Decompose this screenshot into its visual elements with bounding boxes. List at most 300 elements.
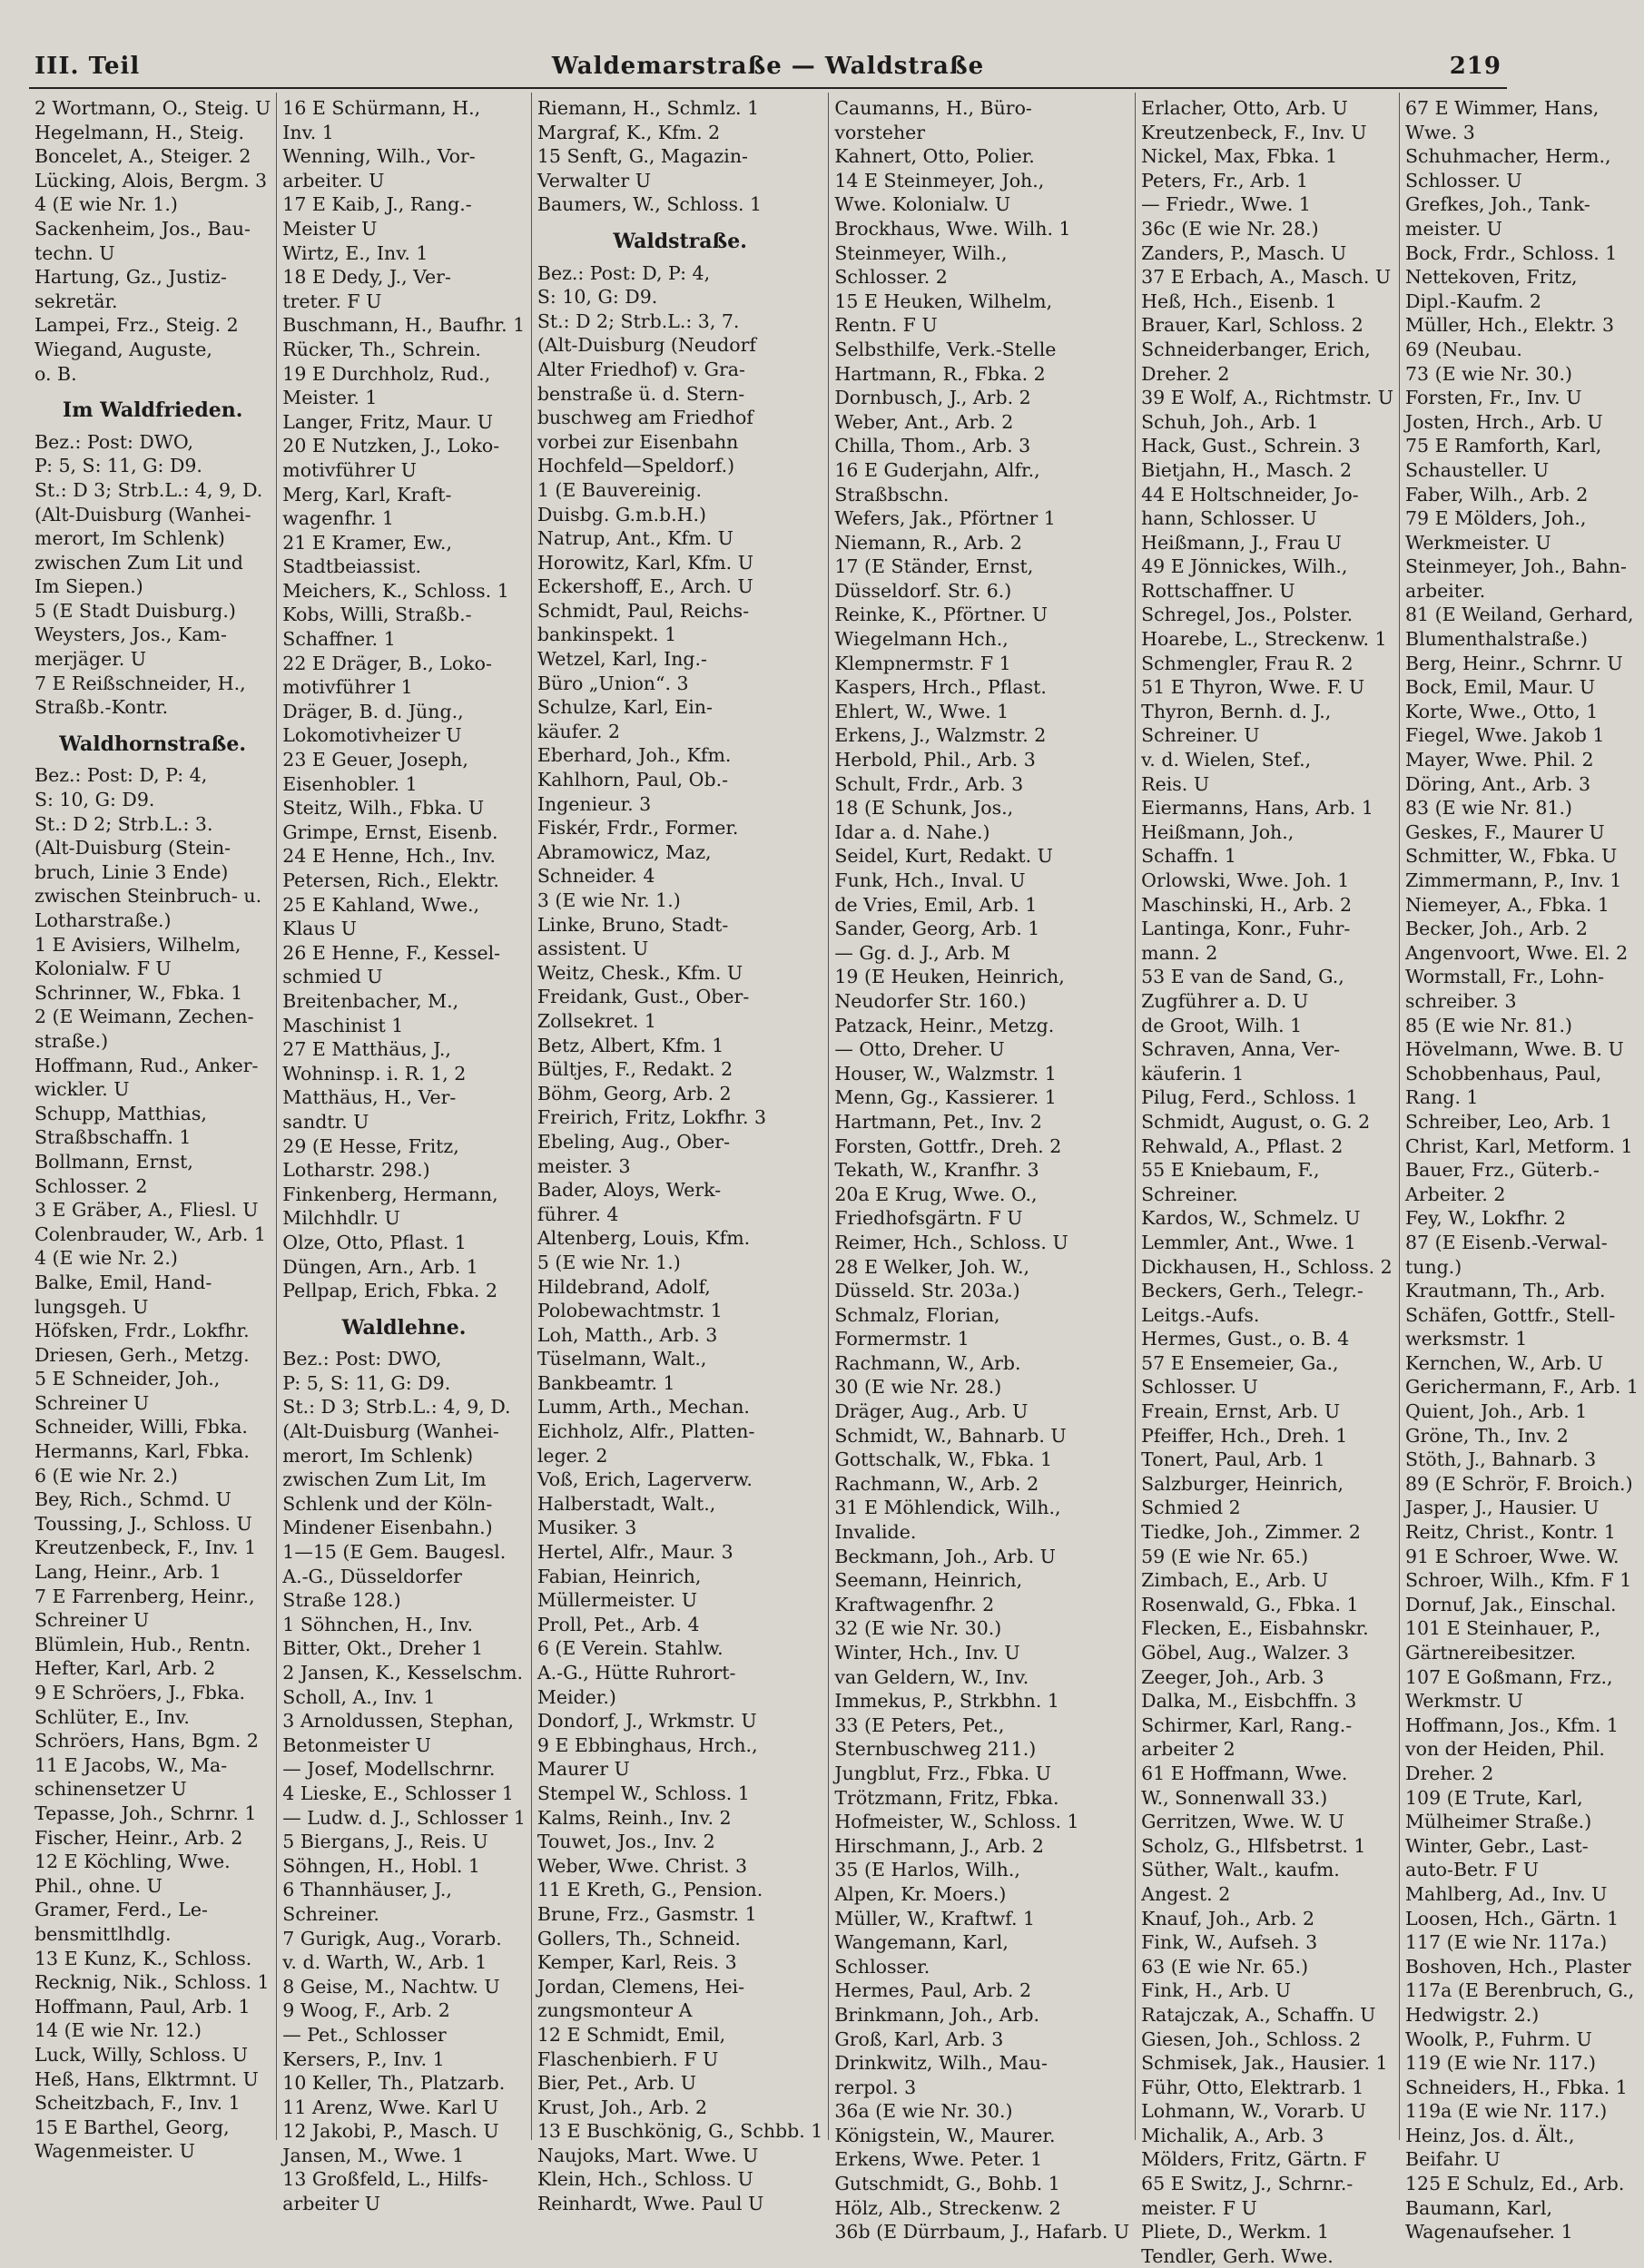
- directory-entry: Bollmann, Ernst,: [34, 1150, 193, 1173]
- directory-entry: Lumm, Arth., Mechan.: [537, 1396, 750, 1419]
- directory-entry: Lokomotivheizer U: [282, 724, 462, 747]
- directory-entry: Heß, Hch., Eisenb. 1: [1141, 290, 1337, 312]
- directory-entry: 12 Jakobi, P., Masch. U: [282, 2120, 499, 2143]
- directory-entry: Menn, Gg., Kassierer. 1: [834, 1086, 1057, 1109]
- directory-entry: Büro „Union“. 3: [537, 672, 689, 694]
- directory-entry: S: 10, G: D9.: [34, 789, 155, 811]
- directory-entry: Schuh, Joh., Arb. 1: [1141, 410, 1319, 433]
- directory-entry: Rücker, Th., Schrein.: [282, 338, 481, 360]
- directory-entry: 57 E Ensemeier, Ga.,: [1141, 1351, 1339, 1374]
- column-6: [1399, 93, 1644, 2243]
- directory-entry: 12 E Schmidt, Emil,: [537, 2023, 726, 2046]
- directory-entry: Korte, Wwe., Otto, 1: [1405, 700, 1599, 722]
- directory-entry: 14 E Steinmeyer, Joh.,: [834, 169, 1045, 191]
- directory-entry: Rentn. F U: [834, 314, 938, 337]
- directory-entry: St.: D 3; Strb.L.: 4, 9, D.: [34, 478, 263, 501]
- directory-entry: Tendler, Gerh. Wwe.: [1141, 2244, 1334, 2267]
- directory-entry: Weber, Wwe. Christ. 3: [537, 1854, 748, 1877]
- directory-entry: Hoffmann, Paul, Arb. 1: [34, 1995, 251, 2018]
- directory-entry: Schmengler, Frau R. 2: [1141, 652, 1354, 674]
- section-heading: Waldlehne.: [341, 1315, 467, 1340]
- directory-entry: Heißmann, Joh.,: [1141, 820, 1295, 843]
- directory-entry: Fey, W., Lokfhr. 2: [1405, 1207, 1566, 1230]
- directory-entry: Klempnermstr. F 1: [834, 652, 1011, 674]
- directory-entry: Wiegand, Auguste,: [34, 338, 212, 360]
- directory-entry: P: 5, S: 11, G: D9.: [34, 455, 202, 477]
- directory-entry: 1—15 (E Gem. Baugesl.: [282, 1541, 507, 1564]
- directory-entry: — Josef, Modellschrnr.: [282, 1758, 496, 1781]
- directory-entry: 119 (E wie Nr. 117.): [1405, 2052, 1597, 2075]
- directory-entry: Dipl.-Kaufm. 2: [1405, 290, 1541, 312]
- street-range-title: Waldemarstraße — Waldstraße: [551, 53, 985, 80]
- directory-entry: Idar a. d. Nahe.): [834, 820, 990, 843]
- directory-entry: Schmisek, Jak., Hausier. 1: [1141, 2052, 1388, 2075]
- directory-entry: 11 E Kreth, G., Pension.: [537, 1879, 763, 1901]
- directory-entry: 23 E Geuer, Joseph,: [282, 749, 468, 771]
- directory-entry: Boshoven, Hch., Plaster: [1405, 1955, 1631, 1978]
- directory-entry: 39 E Wolf, A., Richtmstr. U: [1141, 387, 1394, 409]
- directory-entry: Straßbschn.: [834, 483, 950, 506]
- directory-entry: Pilug, Ferd., Schloss. 1: [1141, 1086, 1358, 1109]
- directory-entry: Groß, Karl, Arb. 3: [834, 2027, 1004, 2050]
- directory-entry: Bey, Rich., Schmd. U: [34, 1488, 231, 1511]
- entry-columns: [29, 93, 1639, 2267]
- directory-entry: Seemann, Heinrich,: [834, 1569, 1023, 1592]
- directory-entry: Schaffn. 1: [1141, 845, 1236, 868]
- directory-entry: 36a (E wie Nr. 30.): [834, 2100, 1013, 2123]
- directory-entry: von der Heiden, Phil.: [1405, 1738, 1605, 1761]
- section-heading: Waldstraße.: [613, 229, 747, 253]
- directory-entry: Gerichermann, F., Arb. 1: [1405, 1376, 1639, 1399]
- directory-entry: Lücking, Alois, Bergm. 3: [34, 169, 268, 191]
- directory-entry: Steinmeyer, Joh., Bahn-: [1405, 555, 1627, 578]
- directory-entry: Kersers, P., Inv. 1: [282, 2047, 445, 2070]
- directory-entry: Driesen, Gerh., Metzg.: [34, 1343, 250, 1366]
- directory-entry: Heß, Hans, Elktrmnt. U: [34, 2067, 259, 2090]
- directory-entry: Führ, Otto, Elektrarb. 1: [1141, 2076, 1364, 2098]
- directory-entry: Kernchen, W., Arb. U: [1405, 1351, 1604, 1374]
- directory-entry: 117a (E Berenbruch, G.,: [1405, 1979, 1635, 2002]
- directory-entry: Alpen, Kr. Moers.): [834, 1882, 1007, 1905]
- directory-entry: Jordan, Clemens, Hei-: [537, 1975, 745, 1998]
- directory-entry: leger. 2: [537, 1444, 608, 1467]
- directory-entry: Kaspers, Hrch., Pflast.: [834, 676, 1047, 699]
- directory-entry: Dreher. 2: [1405, 1762, 1494, 1784]
- directory-entry: Bez.: Post: DWO,: [282, 1348, 442, 1370]
- directory-entry: Heißmann, J., Frau U: [1141, 531, 1342, 554]
- directory-entry: Heinz, Jos. d. Ält.,: [1405, 2124, 1575, 2146]
- directory-entry: 4 Lieske, E., Schlosser 1: [282, 1782, 514, 1804]
- directory-entry: Wwe. Kolonialw. U: [834, 193, 1011, 216]
- directory-entry: 51 E Thyron, Wwe. F. U: [1141, 676, 1365, 699]
- directory-entry: Petersen, Rich., Elektr.: [282, 869, 499, 891]
- directory-entry: Bock, Frdr., Schloss. 1: [1405, 241, 1618, 264]
- directory-entry: Zugführer a. D. U: [1141, 989, 1309, 1012]
- directory-entry: Reinhardt, Wwe. Paul U: [537, 2193, 764, 2215]
- directory-entry: Hofmeister, W., Schloss. 1: [834, 1811, 1079, 1833]
- directory-entry: tung.): [1405, 1255, 1462, 1278]
- directory-entry: 75 E Ramforth, Karl,: [1405, 435, 1602, 457]
- directory-entry: Schneider, Willi, Fbka.: [34, 1416, 248, 1438]
- directory-entry: (Alt-Duisburg (Neudorf: [537, 334, 757, 357]
- directory-entry: 13 E Buschkönig, G., Schbb. 1: [537, 2120, 823, 2143]
- directory-entry: 31 E Möhlendick, Wilh.,: [834, 1497, 1061, 1519]
- directory-entry: o. B.: [34, 362, 77, 385]
- directory-entry: Schobbenhaus, Paul,: [1405, 1062, 1602, 1085]
- directory-entry: Bez.: Post: D, P: 4,: [537, 261, 711, 284]
- directory-entry: Beckers, Gerh., Telegr.-: [1141, 1280, 1363, 1302]
- directory-entry: Schlosser. U: [1405, 169, 1522, 191]
- directory-entry: Buschmann, H., Baufhr. 1: [282, 314, 526, 337]
- directory-entry: 87 (E Eisenb.-Verwal-: [1405, 1231, 1608, 1253]
- directory-entry: — Gg. d. J., Arb. M: [834, 941, 1010, 964]
- directory-entry: Weber, Ant., Arb. 2: [834, 410, 1014, 433]
- directory-entry: Mindener Eisenbahn.): [282, 1517, 493, 1539]
- directory-entry: Milchhdlr. U: [282, 1207, 400, 1230]
- directory-entry: 83 (E wie Nr. 81.): [1405, 797, 1572, 820]
- directory-entry: Luck, Willy, Schloss. U: [34, 2043, 248, 2066]
- directory-entry: — Ludw. d. J., Schlosser 1: [282, 1806, 526, 1829]
- directory-entry: Friedhofsgärtn. F U: [834, 1207, 1023, 1230]
- directory-entry: Zollsekret. 1: [537, 1009, 656, 1032]
- directory-entry: Schmidt, W., Bahnarb. U: [834, 1424, 1067, 1447]
- directory-entry: Invalide.: [834, 1521, 917, 1544]
- directory-entry: lungsgeh. U: [34, 1295, 149, 1318]
- directory-entry: Riemann, H., Schmlz. 1: [537, 97, 760, 119]
- directory-entry: schmied U: [282, 966, 383, 988]
- directory-entry: sekretär.: [34, 290, 118, 312]
- directory-entry: 16 E Schürmann, H.,: [282, 97, 481, 119]
- directory-entry: Reimer, Hch., Schloss. U: [834, 1231, 1068, 1253]
- directory-entry: 1 E Avisiers, Wilhelm,: [34, 933, 241, 956]
- directory-entry: v. d. Warth, W., Arb. 1: [282, 1951, 487, 1974]
- directory-entry: merort, Im Schlenk): [34, 527, 225, 550]
- directory-entry: Winter, Gebr., Last-: [1405, 1834, 1589, 1857]
- directory-entry: Rosenwald, G., Fbka. 1: [1141, 1593, 1359, 1615]
- directory-entry: 13 Großfeld, L., Hilfs-: [282, 2168, 488, 2191]
- directory-entry: Schmalz, Florian,: [834, 1303, 1000, 1326]
- directory-entry: Gröne, Th., Inv. 2: [1405, 1424, 1569, 1447]
- directory-entry: Thyron, Bernh. d. J.,: [1141, 700, 1332, 722]
- directory-entry: Göbel, Aug., Walzer. 3: [1141, 1642, 1350, 1664]
- directory-entry: sandtr. U: [282, 1110, 369, 1133]
- directory-entry: 7 E Reißschneider, H.,: [34, 672, 246, 694]
- directory-entry: Krautmann, Th., Arb.: [1405, 1280, 1606, 1302]
- directory-entry: Grimpe, Ernst, Eisenb.: [282, 820, 498, 843]
- directory-entry: bankinspekt. 1: [537, 623, 677, 646]
- directory-entry: Phil., ohne. U: [34, 1874, 162, 1897]
- directory-entry: 107 E Goßmann, Frz.,: [1405, 1665, 1613, 1688]
- directory-entry: Steinmeyer, Wilh.,: [834, 241, 1008, 264]
- directory-entry: Quient, Joh., Arb. 1: [1405, 1400, 1588, 1423]
- directory-entry: Schneiders, H., Fbka. 1: [1405, 2076, 1628, 2098]
- directory-entry: Bitter, Okt., Dreher 1: [282, 1637, 484, 1660]
- directory-entry: A.-G., Düsseldorfer: [282, 1565, 462, 1587]
- directory-entry: Altenberg, Louis, Kfm.: [537, 1227, 751, 1250]
- directory-entry: 17 (E Ständer, Ernst,: [834, 555, 1034, 578]
- column-2: [276, 93, 531, 2215]
- directory-entry: Schreiner. U: [1141, 724, 1260, 747]
- directory-entry: Scheitzbach, F., Inv. 1: [34, 2092, 241, 2115]
- directory-entry: Pfeiffer, Hch., Dreh. 1: [1141, 1424, 1348, 1447]
- directory-entry: v. d. Wielen, Stef.,: [1141, 749, 1312, 771]
- directory-entry: Düngen, Arn., Arb. 1: [282, 1255, 478, 1278]
- directory-entry: Schlüter, E., Inv.: [34, 1705, 190, 1728]
- directory-entry: Fischer, Heinr., Arb. 2: [34, 1826, 243, 1849]
- directory-entry: Lohmann, W., Vorarb. U: [1141, 2100, 1366, 2123]
- directory-entry: Hermes, Gust., o. B. 4: [1141, 1328, 1350, 1350]
- directory-entry: Schreiber, Leo, Arb. 1: [1405, 1110, 1612, 1133]
- directory-entry: Patzack, Heinr., Metzg.: [834, 1014, 1055, 1036]
- directory-entry: — Pet., Schlosser: [282, 2023, 447, 2046]
- directory-entry: Tonert, Paul, Arb. 1: [1141, 1448, 1325, 1471]
- directory-entry: Fabian, Heinrich,: [537, 1565, 702, 1587]
- directory-entry: Hoarebe, L., Streckenw. 1: [1141, 628, 1387, 651]
- directory-entry: 32 (E wie Nr. 30.): [834, 1617, 1002, 1640]
- directory-entry: Schaffner. 1: [282, 628, 396, 651]
- directory-entry: Straßb.-Kontr.: [34, 696, 169, 719]
- directory-entry: Söhngen, H., Hobl. 1: [282, 1854, 480, 1877]
- directory-entry: werksmstr. 1: [1405, 1328, 1528, 1350]
- directory-entry: Ratajczak, A., Schaffn. U: [1141, 2003, 1376, 2026]
- directory-entry: Fink, H., Arb. U: [1141, 1979, 1292, 2002]
- directory-entry: auto-Betr. F U: [1405, 1859, 1539, 1881]
- directory-entry: 11 Arenz, Wwe. Karl U: [282, 2096, 499, 2118]
- directory-entry: 61 E Hoffmann, Wwe.: [1141, 1762, 1348, 1784]
- directory-entry: Wagenmeister. U: [34, 2140, 195, 2163]
- directory-entry: 15 E Barthel, Georg,: [34, 2116, 230, 2138]
- directory-entry: Hölz, Alb., Streckenw. 2: [834, 2196, 1061, 2219]
- directory-entry: Dreher. 2: [1141, 362, 1230, 385]
- directory-entry: Straße 128.): [282, 1589, 401, 1612]
- directory-entry: Betonmeister U: [282, 1733, 431, 1756]
- directory-entry: Kreutzenbeck, F., Inv. 1: [34, 1537, 257, 1559]
- directory-entry: 44 E Holtschneider, Jo-: [1141, 483, 1359, 506]
- directory-entry: S: 10, G: D9.: [537, 286, 658, 309]
- directory-entry: Zimbach, E., Arb. U: [1141, 1569, 1328, 1592]
- directory-entry: (Alt-Duisburg (Wanhei-: [282, 1420, 499, 1443]
- directory-entry: Werkmstr. U: [1405, 1690, 1523, 1713]
- directory-entry: Langer, Fritz, Maur. U: [282, 410, 494, 433]
- directory-entry: wagenfhr. 1: [282, 507, 394, 530]
- directory-entry: Böhm, Georg, Arb. 2: [537, 1082, 732, 1105]
- directory-entry: Schuhmacher, Herm.,: [1405, 145, 1611, 168]
- directory-entry: 73 (E wie Nr. 30.): [1405, 362, 1572, 385]
- directory-entry: Schirmer, Karl, Rang.-: [1141, 1713, 1353, 1736]
- directory-entry: 5 Biergans, J., Reis. U: [282, 1831, 488, 1853]
- directory-entry: Selbsthilfe, Verk.-Stelle: [834, 338, 1057, 360]
- directory-entry: 29 (E Hesse, Fritz,: [282, 1134, 459, 1157]
- directory-entry: 15 E Heuken, Wilhelm,: [834, 290, 1053, 312]
- directory-entry: Schröers, Hans, Bgm. 2: [34, 1730, 259, 1753]
- directory-entry: Düsseld. Str. 203a.): [834, 1280, 1020, 1302]
- directory-entry: Forsten, Fr., Inv. U: [1405, 387, 1582, 409]
- directory-entry: Gramer, Ferd., Le-: [34, 1899, 208, 1921]
- directory-entry: Schreiner U: [34, 1391, 150, 1414]
- directory-entry: Brinkmann, Joh., Arb.: [834, 2003, 1040, 2026]
- directory-entry: Hartung, Gz., Justiz-: [34, 266, 227, 289]
- directory-entry: Maschinski, H., Arb. 2: [1141, 893, 1353, 916]
- directory-entry: Schlenk und der Köln-: [282, 1492, 493, 1515]
- directory-entry: arbeiter.: [1405, 579, 1486, 602]
- directory-entry: Christ, Karl, Metform. 1: [1405, 1134, 1633, 1157]
- directory-entry: Peters, Fr., Arb. 1: [1141, 169, 1308, 191]
- directory-entry: Berg, Heinr., Schrnr. U: [1405, 652, 1623, 674]
- directory-entry: St.: D 2; Strb.L.: 3.: [34, 812, 213, 835]
- directory-entry: 18 (E Schunk, Jos.,: [834, 797, 1014, 820]
- directory-entry: Meider.): [537, 1685, 616, 1708]
- directory-entry: 19 (E Heuken, Heinrich,: [834, 966, 1065, 988]
- directory-entry: Mayer, Wwe. Phil. 2: [1405, 749, 1594, 771]
- directory-entry: Bez.: Post: D, P: 4,: [34, 764, 208, 787]
- directory-entry: Margraf, K., Kfm. 2: [537, 121, 721, 143]
- header-rule: [29, 87, 1507, 89]
- directory-entry: Schmidt, August, o. G. 2: [1141, 1110, 1371, 1133]
- directory-entry: Hochfeld—Speldorf.): [537, 455, 735, 477]
- directory-entry: Schlosser.: [834, 1955, 930, 1978]
- directory-entry: Kahlhorn, Paul, Ob.-: [537, 769, 729, 791]
- directory-entry: Scholl, A., Inv. 1: [282, 1685, 436, 1708]
- directory-entry: Nickel, Max, Fbka. 1: [1141, 145, 1338, 168]
- directory-entry: Colenbrauder, W., Arb. 1: [34, 1222, 266, 1245]
- directory-entry: Schraven, Anna, Ver-: [1141, 1038, 1341, 1061]
- directory-entry: Meister. 1: [282, 387, 378, 409]
- directory-entry: Naujoks, Mart. Wwe. U: [537, 2144, 759, 2166]
- directory-entry: 33 (E Peters, Pet.,: [834, 1713, 1005, 1736]
- directory-entry: Breitenbacher, M.,: [282, 989, 459, 1012]
- directory-entry: 65 E Switz, J., Schrnr.-: [1141, 2173, 1354, 2195]
- directory-entry: bruch, Linie 3 Ende): [34, 860, 229, 883]
- directory-entry: 35 (E Harlos, Wilh.,: [834, 1859, 1020, 1881]
- directory-entry: vorbei zur Eisenbahn: [537, 430, 739, 453]
- directory-entry: Scholz, G., Hlfsbetrst. 1: [1141, 1834, 1366, 1857]
- directory-entry: 2 Jansen, K., Kesselschm.: [282, 1662, 524, 1684]
- directory-entry: Giesen, Joh., Schloss. 2: [1141, 2027, 1362, 2050]
- directory-entry: Schregel, Jos., Polster.: [1141, 604, 1354, 626]
- directory-entry: Eisenhobler. 1: [282, 772, 418, 795]
- directory-entry: Eiermanns, Hans, Arb. 1: [1141, 797, 1373, 820]
- directory-entry: Wiegelmann Hch.,: [834, 628, 1009, 651]
- directory-entry: Tepasse, Joh., Schrnr. 1: [34, 1802, 257, 1824]
- directory-entry: A.-G., Hütte Ruhrort-: [537, 1662, 736, 1684]
- directory-entry: van Geldern, W., Inv.: [834, 1665, 1029, 1688]
- directory-entry: Reitz, Christ., Kontr. 1: [1405, 1521, 1616, 1544]
- section-heading: Waldhornstraße.: [59, 731, 247, 756]
- directory-entry: Brauer, Karl, Schloss. 2: [1141, 314, 1363, 337]
- directory-entry: Süther, Walt., kaufm.: [1141, 1859, 1340, 1881]
- directory-entry: 9 E Schröers, J., Fbka.: [34, 1682, 246, 1703]
- directory-entry: Flecken, E., Eisbahnskr.: [1141, 1617, 1369, 1640]
- directory-entry: motivführer 1: [282, 676, 413, 699]
- directory-entry: zungsmonteur A: [537, 1999, 693, 2022]
- directory-entry: Pellpap, Erich, Fbka. 2: [282, 1280, 498, 1302]
- directory-entry: Rachmann, W., Arb.: [834, 1351, 1021, 1374]
- directory-entry: Beckmann, Joh., Arb. U: [834, 1545, 1056, 1567]
- directory-entry: 26 E Henne, F., Kessel-: [282, 941, 501, 964]
- directory-entry: 14 (E wie Nr. 12.): [34, 2019, 202, 2042]
- directory-entry: 1 Söhnchen, H., Inv.: [282, 1613, 474, 1635]
- directory-entry: Sander, Georg, Arb. 1: [834, 918, 1040, 940]
- directory-entry: käufer. 2: [537, 720, 621, 742]
- directory-entry: de Groot, Wilh. 1: [1141, 1014, 1303, 1036]
- directory-entry: Schreiner.: [1141, 1183, 1238, 1205]
- directory-entry: Klaus U: [282, 918, 357, 940]
- directory-entry: 20a E Krug, Wwe. O.,: [834, 1183, 1038, 1205]
- directory-entry: 91 E Schroer, Wwe. W.: [1405, 1545, 1619, 1567]
- directory-entry: Baumann, Karl,: [1405, 2196, 1553, 2219]
- directory-entry: arbeiter. U: [282, 169, 385, 191]
- directory-entry: 36c (E wie Nr. 28.): [1141, 217, 1319, 240]
- directory-entry: 36b (E Dürrbaum, J., Hafarb. U: [834, 2221, 1130, 2243]
- directory-entry: Kahnert, Otto, Polier.: [834, 145, 1035, 168]
- directory-entry: Chilla, Thom., Arb. 3: [834, 435, 1031, 457]
- directory-entry: Zeeger, Joh., Arb. 3: [1141, 1665, 1324, 1688]
- directory-entry: Halberstadt, Walt.,: [537, 1492, 716, 1515]
- directory-entry: Erkens, Wwe. Peter. 1: [834, 2148, 1043, 2171]
- directory-entry: 89 (E Schrör, F. Broich.): [1405, 1472, 1633, 1495]
- directory-entry: bensmittlhdlg.: [34, 1922, 172, 1945]
- directory-entry: de Vries, Emil, Arb. 1: [834, 893, 1038, 916]
- directory-entry: Angenvoort, Wwe. El. 2: [1405, 941, 1629, 964]
- directory-entry: 7 E Farrenberg, Heinr.,: [34, 1585, 255, 1607]
- directory-entry: 125 E Schulz, Ed., Arb.: [1405, 2173, 1625, 2195]
- column-4: [828, 93, 1135, 2243]
- directory-entry: Bock, Emil, Maur. U: [1405, 676, 1596, 699]
- directory-entry: Schrinner, W., Fbka. 1: [34, 981, 243, 1004]
- directory-entry: 81 (E Weiland, Gerhard,: [1405, 604, 1634, 626]
- directory-entry: 49 E Jönnickes, Wilh.,: [1141, 555, 1348, 578]
- directory-entry: Weitz, Chesk., Kfm. U: [537, 961, 743, 984]
- directory-entry: 17 E Kaib, J., Rang.-: [282, 193, 472, 216]
- directory-entry: Zanders, P., Masch. U: [1141, 241, 1347, 264]
- directory-entry: Toussing, J., Schloss. U: [34, 1512, 252, 1535]
- directory-entry: führer. 4: [537, 1203, 619, 1225]
- directory-entry: schreiber. 3: [1405, 989, 1517, 1012]
- directory-entry: Fiskér, Frdr., Former.: [537, 817, 739, 839]
- directory-entry: Maurer U: [537, 1758, 630, 1781]
- directory-entry: Herbold, Phil., Arb. 3: [834, 749, 1036, 771]
- directory-entry: Mölders, Fritz, Gärtn. F: [1141, 2148, 1367, 2171]
- directory-entry: 15 Senft, G., Magazin-: [537, 145, 748, 168]
- directory-entry: Hoffmann, Rud., Anker-: [34, 1054, 259, 1076]
- directory-entry: Gottschalk, W., Fbka. 1: [834, 1448, 1053, 1471]
- directory-entry: Seidel, Kurt, Redakt. U: [834, 845, 1053, 868]
- directory-entry: Hövelmann, Wwe. B. U: [1405, 1038, 1624, 1061]
- directory-entry: Beifahr. U: [1405, 2148, 1501, 2171]
- directory-entry: Schneider. 4: [537, 865, 655, 888]
- directory-entry: Olze, Otto, Pflast. 1: [282, 1231, 467, 1253]
- directory-entry: Dräger, B. d. Jüng.,: [282, 700, 464, 722]
- directory-entry: Natrup, Ant., Kfm. U: [537, 527, 733, 550]
- directory-entry: W., Sonnenwall 33.): [1141, 1786, 1328, 1809]
- directory-entry: Im Siepen.): [34, 575, 143, 598]
- column-5: [1135, 93, 1399, 2267]
- directory-entry: Lotharstr. 298.): [282, 1159, 430, 1182]
- directory-entry: Dalka, M., Eisbchffn. 3: [1141, 1690, 1357, 1713]
- directory-entry: Kardos, W., Schmelz. U: [1141, 1207, 1361, 1230]
- directory-entry: Bietjahn, H., Masch. 2: [1141, 458, 1353, 481]
- directory-entry: Merg, Karl, Kraft-: [282, 483, 452, 506]
- directory-entry: Baumers, W., Schloss. 1: [537, 193, 763, 216]
- directory-entry: Wwe. 3: [1405, 121, 1475, 143]
- directory-entry: Lampei, Frz., Steig. 2: [34, 314, 239, 337]
- directory-entry: Schmidt, Paul, Reichs-: [537, 599, 750, 622]
- directory-entry: Dondorf, J., Wrkmstr. U: [537, 1710, 757, 1733]
- directory-entry: 2 (E Weimann, Zechen-: [34, 1006, 254, 1028]
- directory-entry: 1 (E Bauvereinig.: [537, 478, 703, 501]
- directory-entry: Straßbschaffn. 1: [34, 1126, 192, 1149]
- directory-entry: Alter Friedhof) v. Gra-: [537, 358, 745, 380]
